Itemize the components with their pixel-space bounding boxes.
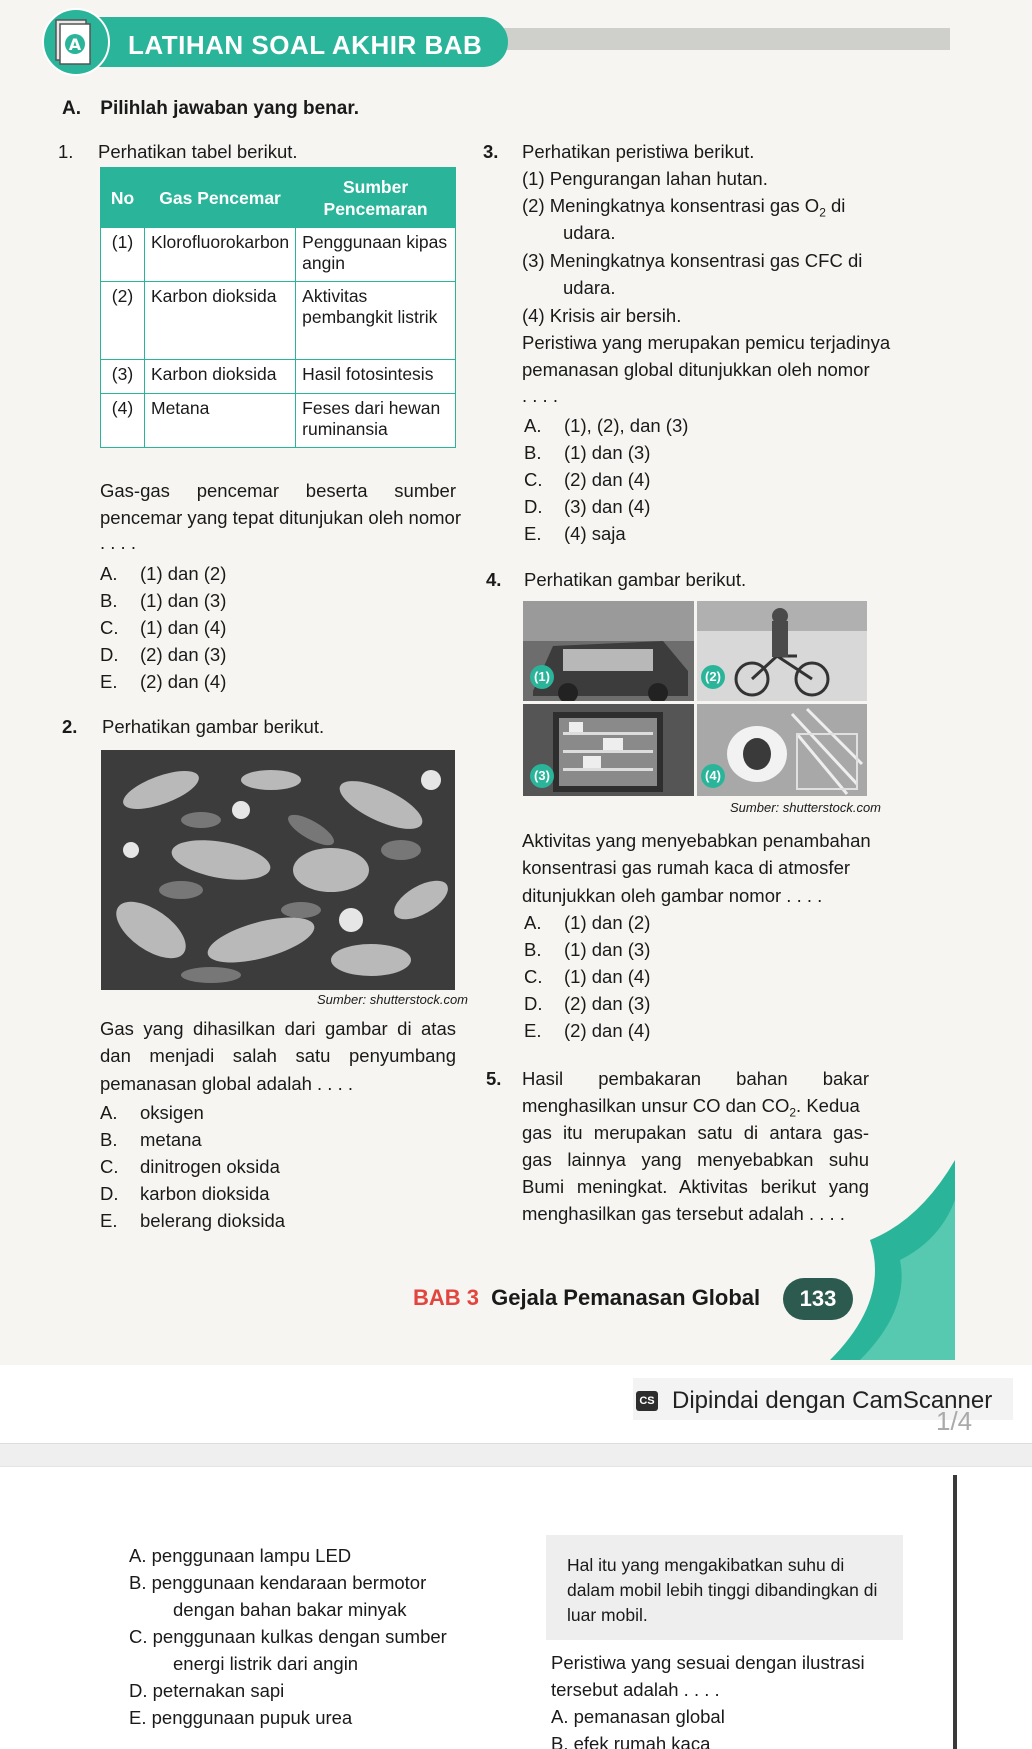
caption-line: luar mobil.	[567, 1605, 648, 1625]
bicycle-photo	[697, 601, 867, 701]
table-cell: Metana	[145, 394, 296, 448]
option-c[interactable]	[524, 966, 650, 988]
option-text: (1) dan (2)	[140, 563, 227, 584]
q5-line: Hasil pembakaran bahan bakar	[522, 1068, 869, 1089]
option-key: C.	[100, 1156, 119, 1177]
page-number: 133	[783, 1278, 853, 1320]
option-text: (1) dan (2)	[564, 912, 651, 933]
header-strip	[470, 28, 950, 50]
option-text: dinitrogen oksida	[140, 1156, 280, 1177]
option-text: (1) dan (3)	[564, 442, 651, 463]
q5-line: gas lainnya yang menyebabkan suhu	[522, 1149, 869, 1170]
option-text: (1) dan (3)	[140, 590, 227, 611]
q1-intro: Perhatikan tabel berikut.	[98, 141, 298, 162]
option-key: E.	[524, 523, 542, 544]
option-text: (4) saja	[564, 523, 626, 544]
gas-pollutant-table	[100, 167, 456, 448]
table-cell: Aktivitas pembangkit listrik	[296, 282, 456, 360]
option-key: E.	[100, 1210, 118, 1231]
option-e[interactable]	[524, 1020, 650, 1042]
question-stem-line: Peristiwa yang sesuai dengan ilustrasi	[551, 1652, 865, 1673]
option-text: (2) dan (3)	[564, 993, 651, 1014]
footer-decoration	[830, 1160, 955, 1360]
option-b-cont: dengan bahan bakar minyak	[173, 1599, 407, 1620]
option-d[interactable]: D. peternakan sapi	[129, 1680, 285, 1701]
q4-intro: Perhatikan gambar berikut.	[524, 569, 747, 590]
table-header-cell: Sumber Pencemaran	[296, 168, 456, 228]
table-cell: Klorofluorokarbon	[145, 228, 296, 282]
q4-stem-line: konsentrasi gas rumah kaca di atmosfer	[522, 857, 851, 878]
table-cell: Feses dari hewan ruminansia	[296, 394, 456, 448]
table-cell: (1)	[101, 228, 145, 282]
option-key: A.	[524, 415, 542, 436]
option-key: C.	[524, 469, 543, 490]
option-key: B.	[524, 442, 542, 463]
q5-line: Bumi meningkat. Aktivitas berikut yang	[522, 1176, 869, 1197]
option-b[interactable]: B. efek rumah kaca	[551, 1733, 711, 1749]
option-c[interactable]	[524, 469, 650, 491]
option-c[interactable]	[100, 1156, 280, 1178]
table-row	[101, 282, 456, 360]
table-row	[101, 360, 456, 394]
q3-intro: Perhatikan peristiwa berikut.	[522, 141, 755, 162]
table-cell: (3)	[101, 360, 145, 394]
option-key: D.	[524, 496, 543, 517]
q3-stem-line: Peristiwa yang merupakan pemicu terjadinya	[522, 332, 891, 353]
option-text: (1), (2), dan (3)	[564, 415, 689, 436]
option-a[interactable]: A. penggunaan lampu LED	[129, 1545, 352, 1566]
option-text: belerang dioksida	[140, 1210, 286, 1231]
option-key: D.	[100, 644, 119, 665]
q3-item-3: (3) Meningkatnya konsentrasi gas CFC di	[522, 250, 863, 271]
option-text: (2) dan (4)	[140, 671, 227, 692]
image-number-badge: (3)	[530, 764, 554, 788]
camscanner-watermark: Dipindai dengan CamScanner	[672, 1387, 993, 1414]
q1-stem-line: pencemar yang tepat ditunjukan oleh nomor	[100, 507, 461, 528]
table-cell: Karbon dioksida	[145, 282, 296, 360]
q3-item-1: (1) Pengurangan lahan hutan.	[522, 168, 768, 189]
option-key: B.	[100, 1129, 118, 1150]
q5-line: menghasilkan gas tersebut adalah . . . .	[522, 1203, 845, 1224]
option-d[interactable]	[524, 496, 650, 518]
food-waste-photo	[101, 750, 455, 990]
option-a[interactable]: A. pemanasan global	[551, 1706, 725, 1727]
option-key: D.	[100, 1183, 119, 1204]
image-number-badge: (1)	[530, 665, 554, 689]
q4-image-source: Sumber: shutterstock.com	[730, 800, 881, 815]
book-icon-letter: A	[68, 35, 82, 54]
subscript: 2	[789, 1105, 797, 1120]
q3-item-2-text: (2) Meningkatnya konsentrasi gas O	[522, 195, 820, 216]
option-c[interactable]: C. penggunaan kulkas dengan sumber	[129, 1626, 447, 1647]
section-title: Pilihlah jawaban yang benar.	[100, 98, 359, 119]
q1-number: 1.	[58, 141, 74, 162]
option-key: E.	[100, 671, 118, 692]
option-text: (1) dan (4)	[564, 966, 651, 987]
table-header-cell: No	[101, 168, 145, 228]
q3-item-4: (4) Krisis air bersih.	[522, 305, 682, 326]
option-b[interactable]	[100, 1129, 202, 1151]
q3-item-3-cont: udara.	[563, 277, 616, 298]
q1-stem-line: Gas-gas pencemar beserta sumber	[100, 480, 456, 501]
option-text: (2) dan (3)	[140, 644, 227, 665]
q1-stem-line: . . . .	[100, 532, 136, 553]
option-c[interactable]	[100, 617, 226, 639]
table-header-cell: Gas Pencemar	[145, 168, 296, 228]
subscript: 2	[819, 205, 826, 220]
option-key: C.	[524, 966, 543, 987]
option-a[interactable]	[100, 1102, 204, 1124]
option-text: metana	[140, 1129, 202, 1150]
q5-number: 5.	[486, 1068, 502, 1089]
image-number-badge: (2)	[701, 665, 725, 689]
footer-bab: BAB 3	[413, 1285, 480, 1310]
divider-line	[0, 1443, 1032, 1444]
option-key: A.	[524, 912, 542, 933]
q2-stem-line: Gas yang dihasilkan dari gambar di atas	[100, 1018, 456, 1039]
q5-line-text: . Kedua	[796, 1095, 860, 1116]
book-icon	[42, 8, 110, 76]
option-b[interactable]	[100, 590, 226, 612]
option-key: B.	[100, 590, 118, 611]
table-cell: Karbon dioksida	[145, 360, 296, 394]
chapter-exercise-title: LATIHAN SOAL AKHIR BAB	[128, 30, 483, 60]
option-a[interactable]	[524, 415, 688, 437]
footer-chapter	[413, 1285, 760, 1311]
option-a[interactable]	[524, 912, 650, 934]
table-header-row	[101, 168, 456, 228]
option-text: karbon dioksida	[140, 1183, 270, 1204]
section-heading	[62, 98, 359, 120]
q5-line-text: menghasilkan unsur CO dan CO	[522, 1095, 790, 1116]
option-key: C.	[100, 617, 119, 638]
page-counter: 1/4	[936, 1406, 973, 1436]
q3-item-2-text: di	[825, 195, 846, 216]
table-cell: Penggunaan kipas angin	[296, 228, 456, 282]
option-b[interactable]: B. penggunaan kendaraan bermotor	[129, 1572, 427, 1593]
option-key: D.	[524, 993, 543, 1014]
option-d[interactable]	[524, 993, 650, 1015]
option-key: B.	[524, 939, 542, 960]
option-key: A.	[100, 1102, 118, 1123]
option-text: (1) dan (4)	[140, 617, 227, 638]
option-b[interactable]	[524, 939, 650, 961]
option-e[interactable]: E. penggunaan pupuk urea	[129, 1707, 353, 1728]
option-d[interactable]	[100, 644, 226, 666]
option-text: (2) dan (4)	[564, 1020, 651, 1041]
q5-line: gas itu merupakan satu di antara gas-	[522, 1122, 869, 1143]
q2-number: 2.	[62, 716, 78, 737]
option-key: A.	[100, 563, 118, 584]
option-e[interactable]	[100, 1210, 285, 1232]
table-cell: (4)	[101, 394, 145, 448]
page-divider	[0, 1444, 1032, 1466]
q3-item-2-cont: udara.	[563, 222, 616, 243]
table-row	[101, 228, 456, 282]
option-e[interactable]	[100, 671, 226, 693]
q4-stem-line: Aktivitas yang menyebabkan penambahan	[522, 830, 871, 851]
caption-line: dalam mobil lebih tinggi dibandingkan di	[567, 1580, 878, 1600]
option-e[interactable]	[524, 523, 626, 545]
question-stem-line: tersebut adalah . . . .	[551, 1679, 720, 1700]
q2-image-source: Sumber: shutterstock.com	[317, 992, 468, 1007]
section-label: A.	[62, 98, 81, 119]
q3-stem-line: . . . .	[522, 385, 558, 406]
q4-number: 4.	[486, 569, 502, 590]
page-edge	[953, 1475, 957, 1749]
table-row	[101, 394, 456, 448]
option-c-cont: energi listrik dari angin	[173, 1653, 359, 1674]
q4-stem-line: ditunjukkan oleh gambar nomor . . . .	[522, 885, 823, 906]
table-cell: Hasil fotosintesis	[296, 360, 456, 394]
option-b[interactable]	[524, 442, 650, 464]
footer-chapter-title: Gejala Pemanasan Global	[491, 1285, 761, 1310]
caption-line: Hal itu yang mengakibatkan suhu di	[567, 1555, 845, 1575]
option-text: oksigen	[140, 1102, 204, 1123]
option-text: (3) dan (4)	[564, 496, 651, 517]
q3-number: 3.	[483, 141, 499, 162]
q2-intro: Perhatikan gambar berikut.	[102, 716, 325, 737]
q3-stem-line: pemanasan global ditunjukkan oleh nomor	[522, 359, 870, 380]
option-text: (2) dan (4)	[564, 469, 651, 490]
option-text: (1) dan (3)	[564, 939, 651, 960]
image-number-badge: (4)	[701, 764, 725, 788]
option-key: E.	[524, 1020, 542, 1041]
camscanner-logo-icon: CS	[636, 1391, 658, 1411]
option-a[interactable]	[100, 563, 226, 585]
option-d[interactable]	[100, 1183, 270, 1205]
table-cell: (2)	[101, 282, 145, 360]
q2-stem-line: dan menjadi salah satu penyumbang	[100, 1045, 456, 1066]
q2-stem-line: pemanasan global adalah . . . .	[100, 1073, 354, 1094]
